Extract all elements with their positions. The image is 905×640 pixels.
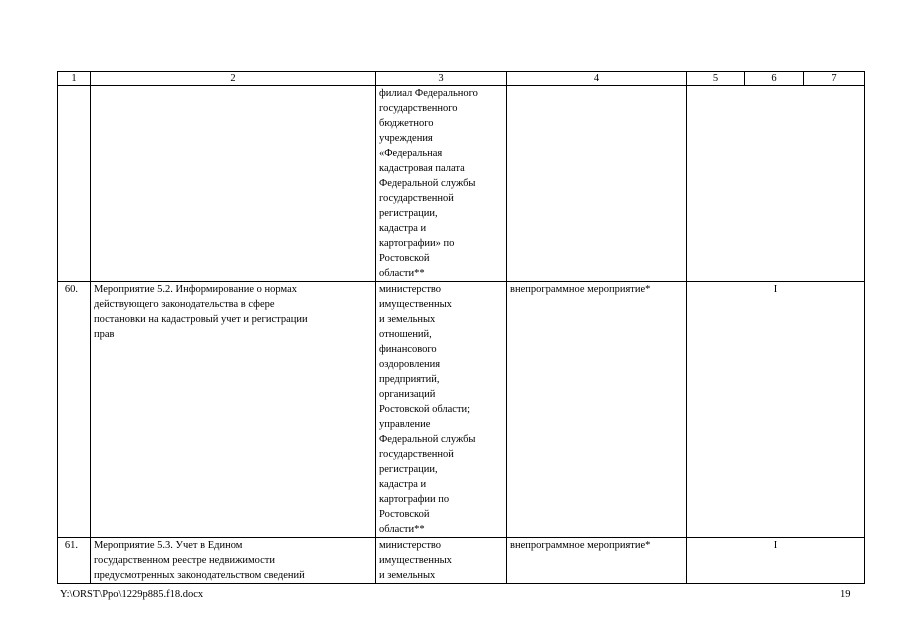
event-description xyxy=(91,86,376,282)
table-header-row xyxy=(58,72,865,86)
event-description: Мероприятие 5.3. Учет в Едином государственном реестре недвижимости предусмотренных законодательством сведений xyxy=(91,538,376,584)
document-path: Y:\ORST\Ppo\1229p885.f18.docx xyxy=(60,589,204,600)
category-cell xyxy=(687,86,865,282)
program-events-table xyxy=(57,71,865,584)
page-number: 19 xyxy=(840,589,851,600)
row-number xyxy=(58,86,91,282)
row-number: 60. xyxy=(58,282,91,538)
column-header: 7 xyxy=(804,72,865,86)
funding-cell: внепрограммное мероприятие* xyxy=(507,282,687,538)
row-number: 61. xyxy=(58,538,91,584)
funding-cell: внепрограммное мероприятие* xyxy=(507,538,687,584)
table-row xyxy=(58,538,865,584)
category-cell: I xyxy=(687,282,865,538)
column-header: 2 xyxy=(91,72,376,86)
executor-cell: филиал Федерального государственного бюджетного учреждения «Федеральная кадастровая палата Федеральной службы государственной регистрации, кадастра и картографии» по Ростовской области** xyxy=(376,86,507,282)
funding-cell xyxy=(507,86,687,282)
column-header: 4 xyxy=(507,72,687,86)
category-cell: I xyxy=(687,538,865,584)
column-header: 6 xyxy=(745,72,804,86)
executor-cell: министерство имущественных и земельных отношений, финансового оздоровления предприятий, организаций Ростовской области; управление Федеральной службы государственной регистрации, кадастра и картографии по Ростовской области** xyxy=(376,282,507,538)
column-header: 3 xyxy=(376,72,507,86)
event-description: Мероприятие 5.2. Информирование о нормах действующего законодательства в сфере постановки на кадастровый учет и регистрации прав xyxy=(91,282,376,538)
column-header: 1 xyxy=(58,72,91,86)
column-header: 5 xyxy=(687,72,745,86)
executor-cell: министерство имущественных и земельных xyxy=(376,538,507,584)
table-row xyxy=(58,86,865,282)
table-row xyxy=(58,282,865,538)
